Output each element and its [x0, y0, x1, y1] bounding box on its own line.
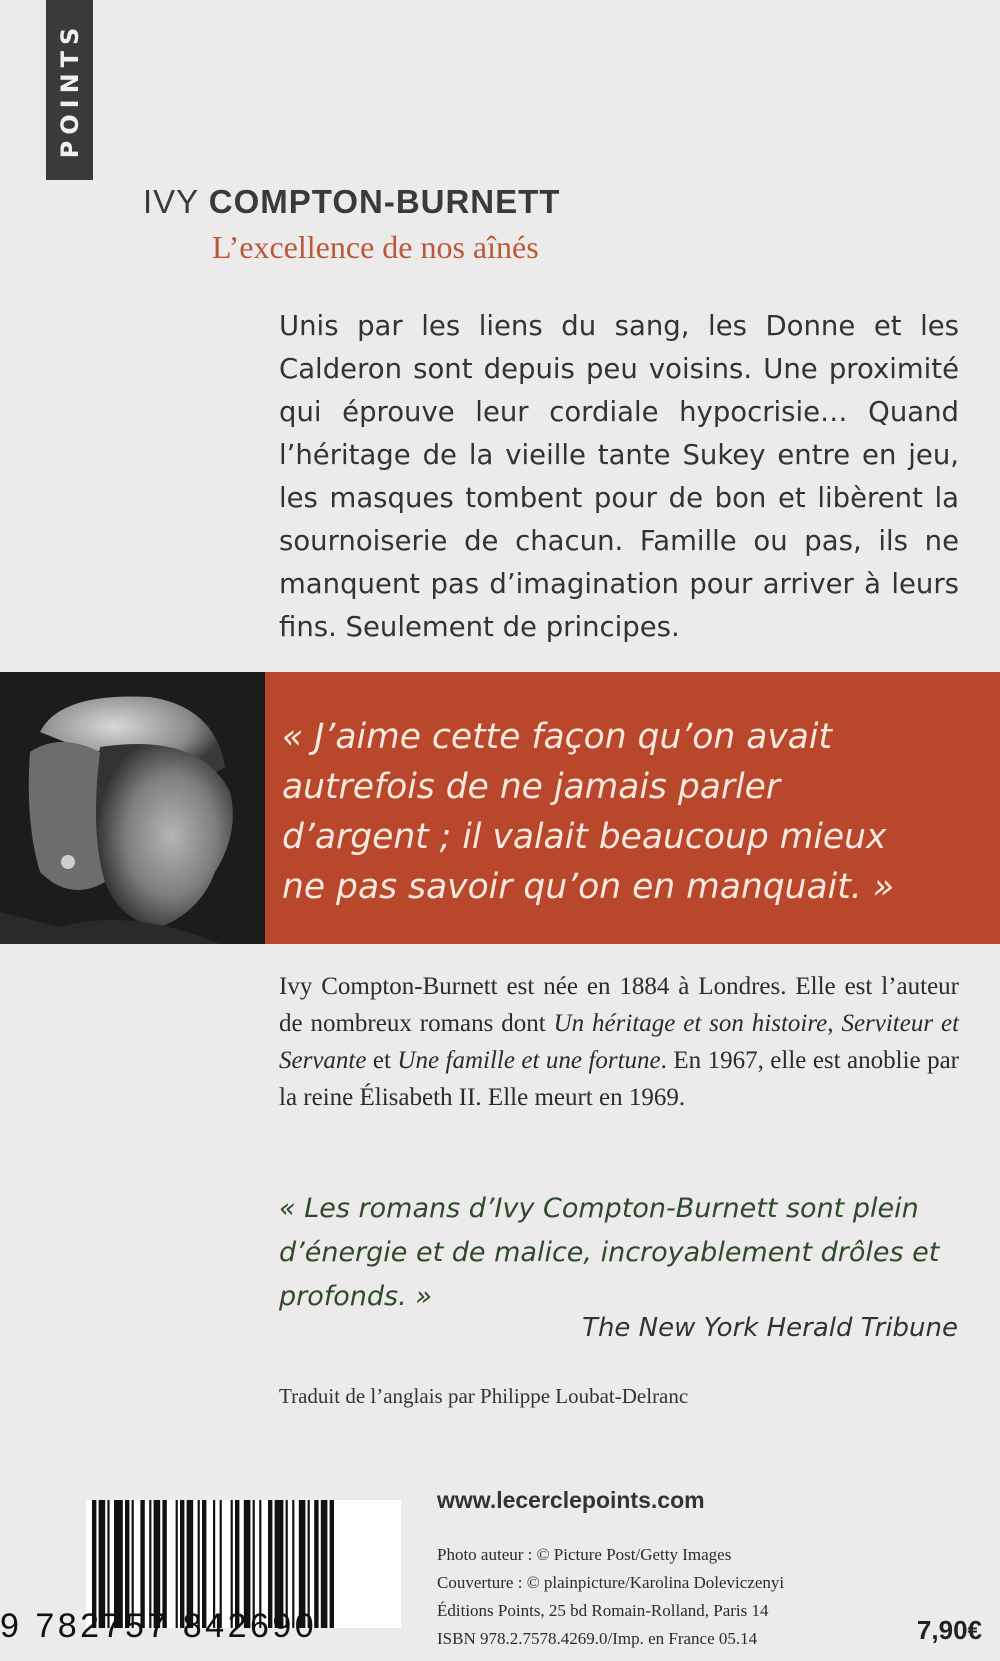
author-first-name: IVY — [143, 183, 199, 220]
author-bio — [279, 968, 959, 1116]
bio-work-3: Une famille et une fortune — [397, 1047, 661, 1074]
author-photo — [0, 672, 265, 944]
bio-text-2: . En 1967, elle est anoblie par la reine Élisabeth II. Elle meurt en 1969. — [279, 1047, 959, 1111]
bio-text-1: Ivy Compton-Burnett est née en 1884 à Londres. Elle est l’auteur de nombreux romans dont — [279, 973, 959, 1037]
bio-work-2: Serviteur et Servante — [279, 1010, 960, 1074]
photo-credit: Photo auteur : © Picture Post/Getty Images — [437, 1545, 732, 1564]
translator-credit: Traduit de l’anglais par Philippe Loubat-Delranc — [279, 1384, 689, 1408]
barcode-number: 9 782757 842690 — [0, 1607, 318, 1645]
bio-separator-1: , — [827, 1010, 842, 1037]
credits — [437, 1541, 784, 1653]
bio-separator-2: et — [366, 1047, 398, 1074]
book-title: L’excellence de nos aînés — [212, 229, 539, 265]
press-quote-source: The New York Herald Tribune — [582, 1313, 958, 1343]
price: 7,90€ — [916, 1615, 982, 1645]
author-name — [143, 183, 560, 221]
collection-label: POINTS — [56, 21, 84, 159]
website-link[interactable]: www.lecerclepoints.com — [437, 1487, 705, 1513]
publisher-address: Éditions Points, 25 bd Romain-Rolland, Paris 14 — [437, 1601, 769, 1620]
cover-credit: Couverture : © plainpicture/Karolina Doleviczenyi — [437, 1573, 785, 1592]
isbn: ISBN 978.2.7578.4269.0/Imp. en France 05.14 — [437, 1629, 758, 1648]
bio-work-1: Un héritage et son histoire — [553, 1010, 828, 1037]
press-quote: « Les romans d’Ivy Compton-Burnett sont plein d’énergie et de malice, incroyablement drôles et profonds. » — [279, 1193, 940, 1312]
author-portrait-image — [0, 672, 265, 944]
featured-quote: « J’aime cette façon qu’on avait autrefois de ne jamais parler d’argent ; il valait beaucoup mieux ne pas savoir qu’on en manquait. » — [282, 717, 895, 907]
synopsis: Unis par les liens du sang, les Donne et les Calderon sont depuis peu voisins. Une proximité qui éprouve leur cordiale hypocrisie… Quand l’héritage de la vieille tante Sukey entre en jeu, les masques tombent pour de bon et libèrent la sournoiserie de chacun. Famille ou pas, ils ne manquent pas d’imagination pour arriver à leurs fins. Seulement de principes. — [279, 310, 959, 643]
author-last-name: COMPTON-BURNETT — [208, 183, 561, 220]
